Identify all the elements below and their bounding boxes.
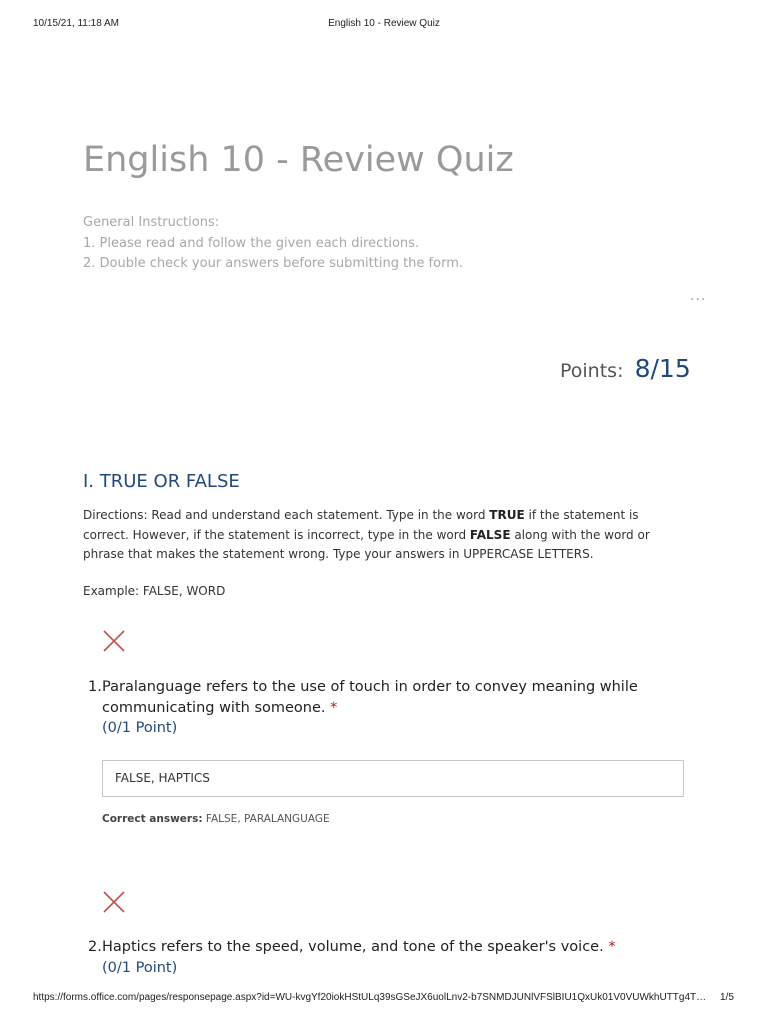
instruction-item: 1. Please read and follow the given each directions. bbox=[83, 235, 420, 251]
directions-false-word: FALSE bbox=[469, 527, 511, 542]
instructions-heading: General Instructions: bbox=[83, 215, 220, 230]
instruction-item: 2. Double check your answers before submitting the form. bbox=[83, 256, 463, 271]
directions-text: if the statement is correct. However, if the statement is incorrect, type in the word bbox=[83, 508, 639, 542]
question-text bbox=[102, 677, 688, 718]
question-text bbox=[102, 937, 688, 958]
question-1 bbox=[88, 677, 688, 739]
print-footer bbox=[0, 992, 768, 1006]
correct-answers bbox=[102, 813, 330, 825]
incorrect-x-icon bbox=[102, 890, 126, 914]
answer-field[interactable]: FALSE, HAPTICS bbox=[102, 760, 684, 797]
directions-true-word: TRUE bbox=[489, 508, 525, 522]
section-directions bbox=[83, 506, 683, 565]
question-statement: Haptics refers to the speed, volume, and tone of the speaker's voice. bbox=[102, 939, 604, 955]
correct-answers-value: FALSE, PARALANGUAGE bbox=[205, 813, 330, 825]
section-title: I. TRUE OR FALSE bbox=[83, 471, 240, 492]
required-mark: * bbox=[608, 939, 616, 955]
more-options-icon[interactable]: ··· bbox=[690, 292, 707, 308]
print-page-number: 1/5 bbox=[720, 992, 734, 1003]
question-number: 1. bbox=[88, 679, 102, 695]
print-datetime: 10/15/21, 11:18 AM bbox=[33, 18, 119, 29]
print-header bbox=[0, 18, 768, 32]
points-summary bbox=[560, 354, 691, 383]
general-instructions bbox=[83, 213, 463, 275]
directions-example: Example: FALSE, WORD bbox=[83, 584, 226, 598]
incorrect-x-icon bbox=[102, 629, 126, 653]
question-number: 2. bbox=[88, 939, 102, 955]
question-statement: Paralanguage refers to the use of touch in order to convey meaning while communicating with someone. bbox=[102, 679, 638, 716]
question-points: (0/1 Point) bbox=[102, 959, 178, 976]
points-value: 8/15 bbox=[634, 354, 691, 383]
print-url: https://forms.office.com/pages/responsepage.aspx?id=WU-kvgYf20iokHStULq39sGSeJX6uolLnv2-b7SNMDJUNlVFSlBIU1QxUk01V0VUWkhUTTg4T… bbox=[33, 992, 707, 1003]
question-2 bbox=[88, 937, 688, 979]
points-label: Points: bbox=[560, 360, 624, 382]
required-mark: * bbox=[330, 699, 338, 716]
directions-text: along with the word or phrase that makes the statement wrong. Type your answers in UPPERCASE LETTERS. bbox=[83, 527, 650, 561]
question-points: (0/1 Point) bbox=[102, 720, 178, 736]
directions-text: Directions: Read and understand each statement. Type in the word bbox=[83, 508, 490, 522]
correct-answers-label: Correct answers: bbox=[102, 813, 203, 825]
print-page-title: English 10 - Review Quiz bbox=[328, 18, 440, 29]
form-title: English 10 - Review Quiz bbox=[83, 140, 514, 180]
